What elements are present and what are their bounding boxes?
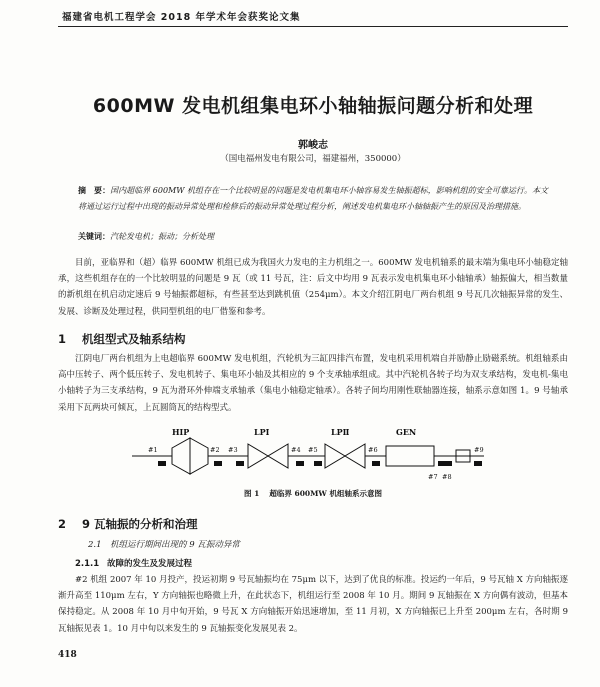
- section-2-1-1-title: 故障的发生及发展过程: [107, 559, 193, 569]
- running-header: 福建省电机工程学会 2018 年学术年会获奖论文集: [62, 12, 301, 23]
- keywords: [78, 231, 548, 242]
- bearing-label-3: #3: [228, 446, 238, 454]
- keywords-label: 关键词：: [78, 232, 110, 241]
- author-name: 郭峻志: [298, 140, 328, 151]
- label-gen: GEN: [396, 427, 417, 437]
- abstract-text: 国内超临界 600MW 机组存在一个比较明显的问题是发电机集电环小轴容易发生轴振超标，影响机组的安全可靠运行。本文将通过运行过程中出现的振动异常处理和检修后的振动异常处理过程分析，阐述发电机集电环小轴轴振产生的原因及治理措施。: [78, 186, 549, 211]
- label-lp1: LPⅠ: [254, 427, 270, 437]
- lp1-rotor-left: [248, 444, 268, 468]
- author-affiliation: （国电福州发电有限公司，福建福州，350000）: [220, 154, 406, 164]
- generator-rotor: [386, 446, 434, 466]
- hip-rotor-right: [190, 438, 208, 474]
- section-1-title: 机组型式及轴系结构: [82, 332, 186, 346]
- bearing-label-1: #1: [148, 446, 158, 454]
- bearing-1: [158, 461, 166, 466]
- hip-rotor-left: [172, 438, 190, 474]
- bearing-label-6: #6: [368, 446, 378, 454]
- intro-paragraph: 目前，亚临界和（超）临界 600MW 机组已成为我国火力发电的主力机组之一。600MW 发电机轴系的最末端为集电环小轴稳定轴承，这些机组存在的一个比较明显的问题是 9 瓦（或 11 号瓦，注：后文中均用 9 瓦表示发电机集电环小轴轴承）轴振偏大，相当数量的新机组在机启动定速后 9 号轴振都超标，有些甚至达到跳机值（254μm）。本文介绍江阴电厂两台机组 9 号瓦几次轴振异常的发生、发展、诊断及处理过程，供同型机组的电厂借鉴和参考。: [58, 258, 568, 317]
- bearing-5: [314, 461, 322, 466]
- figure-1-number: 图 1: [244, 489, 260, 498]
- label-hip: HIP: [172, 427, 190, 437]
- paper-title: 600MW 发电机组集电环小轴轴振问题分析和处理: [92, 95, 534, 117]
- figure-1-caption: [58, 488, 568, 499]
- bearing-6: [372, 461, 380, 466]
- section-1-number: 1: [58, 332, 67, 346]
- section-2-heading: [58, 516, 198, 532]
- lp2-rotor-right: [345, 444, 365, 468]
- section-2-number: 2: [58, 517, 67, 531]
- bearing-label-8: #8: [442, 473, 452, 481]
- section-2-1-1-paragraph: #2 机组 2007 年 10 月投产，投运初期 9 号瓦轴振均在 75μm 以下，达到了优良的标准。投运约一年后，9 号瓦轴 X 方向轴振逐渐升高至 110μm 左右，Y 方向轴振也略微上升，在此状态下，机组运行至 2008 年 10 月。期间 9 瓦轴振在 X 方向偶有波动，但基本保持稳定。从 2008 年 10 月中旬开始，9 号瓦 X 方向轴振开始迅速增加，至 11 月初，X 方向轴振已上升至 200μm 左右，各时期 9 瓦轴振见表 1。10 月中旬以来发生的 9 瓦轴振变化发展见表 2。: [58, 575, 568, 634]
- section-2-1-heading: [88, 538, 240, 550]
- lp2-rotor-left: [325, 444, 345, 468]
- bearing-label-4: #4: [291, 446, 301, 454]
- bearing-9: [474, 461, 482, 466]
- bearing-2: [214, 461, 222, 466]
- bearing-3: [236, 461, 244, 466]
- section-2-1-number: 2.1: [88, 540, 102, 550]
- keywords-text: 汽轮发电机；振动；分析处理: [110, 232, 214, 241]
- page-number: 418: [58, 650, 77, 660]
- header-rule: [58, 26, 568, 27]
- lp1-rotor-right: [268, 444, 288, 468]
- bearing-label-2: #2: [210, 446, 220, 454]
- section-2-1-1-number: 2.1.1: [75, 559, 100, 569]
- abstract: [78, 183, 548, 215]
- figure-1-caption-text: 超临界 600MW 机组轴系示意图: [269, 489, 382, 498]
- section-2-title: 9 瓦轴振的分析和治理: [82, 517, 198, 531]
- section-2-1-title: 机组运行期间出现的 9 瓦振动异常: [110, 540, 240, 550]
- section-1-paragraph: 江阴电厂两台机组为上电超临界 600MW 发电机组，汽轮机为三缸四排汽布置，发电机采用机端自并励静止励磁系统。机组轴系由高中压转子、两个低压转子、发电机转子、集电环小轴及其相应的 9 个支承轴承组成。其中汽轮机各转子均为双支承结构，发电机-集电小轴转子为三支承结构，9 瓦为滑环外伸端支承轴承（集电小轴稳定轴承）。各转子间均用刚性联轴器连接，轴系示意如图 1。9 号轴承采用下瓦两块可倾瓦，上瓦圆筒瓦的结构型式。: [58, 354, 568, 413]
- label-lp2: LPⅡ: [331, 427, 350, 437]
- bearing-label-7: #7: [428, 473, 438, 481]
- bearing-8: [444, 461, 452, 466]
- section-1-heading: [58, 331, 186, 347]
- shaft-system-figure: [130, 426, 490, 486]
- bearing-label-5: #5: [308, 446, 318, 454]
- abstract-label: 摘 要：: [78, 186, 111, 195]
- bearing-4: [296, 461, 304, 466]
- bearing-label-9: #9: [474, 446, 484, 454]
- section-2-1-1-heading: [75, 557, 192, 569]
